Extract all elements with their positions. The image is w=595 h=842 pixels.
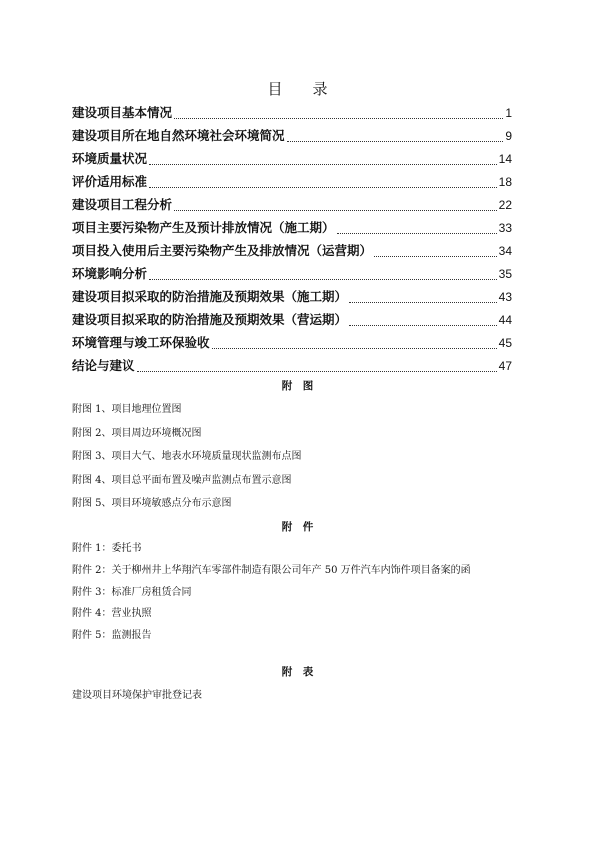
toc-entry-page: 44 (498, 313, 512, 327)
toc-entry[interactable] (72, 193, 512, 216)
toc-entry-label: 结论与建议 (72, 358, 135, 373)
attachment-prefix: 附件 2： (72, 564, 112, 576)
toc-leader-dots (137, 362, 497, 372)
toc-entry-page: 33 (498, 221, 512, 235)
figure-item[interactable]: 附图 3、项目大气、地表水环境质量现状监测布点图 (72, 451, 302, 462)
toc-entry-label: 建设项目拟采取的防治措施及预期效果（施工期） (72, 289, 348, 304)
toc-leader-dots (149, 178, 497, 188)
toc-entry-page: 14 (498, 152, 512, 166)
tables-heading: 附 表 (281, 666, 314, 678)
toc-entry-label: 环境质量状况 (72, 151, 148, 166)
attachment-text: 标准厂房租赁合同 (111, 586, 192, 598)
attachment-item[interactable] (72, 603, 532, 625)
toc-leader-dots (174, 109, 503, 119)
toc-leader-dots (337, 224, 497, 234)
page-title: 目 录 (267, 80, 328, 98)
attachment-prefix: 附件 1： (72, 543, 112, 554)
toc-leader-dots (174, 201, 497, 211)
toc-entry[interactable] (72, 216, 512, 239)
toc-entry-page: 47 (498, 359, 512, 373)
toc-leader-dots (349, 316, 497, 326)
toc-entry-page: 35 (498, 267, 512, 281)
figure-item[interactable]: 附图 5、项目环境敏感点分布示意图 (72, 498, 232, 509)
toc-entry-label: 环境管理与竣工环保验收 (72, 335, 210, 350)
toc-leader-dots (374, 247, 497, 257)
figures-list (72, 398, 532, 516)
toc-leader-dots (287, 132, 504, 142)
toc-leader-dots (149, 270, 497, 280)
toc-entry-page: 9 (505, 129, 512, 143)
attachments-list (72, 538, 532, 646)
toc-entry[interactable] (72, 239, 512, 262)
toc-entry[interactable] (72, 147, 512, 170)
toc-entry-page: 18 (498, 175, 512, 189)
attachment-item[interactable] (72, 538, 532, 560)
attachment-prefix: 附件 3： (72, 586, 112, 598)
toc-entry-label: 环境影响分析 (72, 266, 148, 281)
attachment-prefix: 附件 5： (72, 629, 112, 641)
toc-entry-label: 建设项目基本情况 (72, 105, 173, 120)
figures-heading: 附 图 (281, 380, 314, 392)
toc-entry-label: 项目主要污染物产生及预计排放情况（施工期） (72, 220, 335, 235)
toc-entry-page: 22 (498, 198, 512, 212)
toc-entry-page: 43 (498, 290, 512, 304)
toc-entry-label: 建设项目拟采取的防治措施及预期效果（营运期） (72, 312, 348, 327)
toc-entry-page: 1 (505, 106, 512, 120)
toc-entry[interactable] (72, 101, 512, 124)
attachment-item[interactable] (72, 625, 532, 647)
toc-entry-label: 建设项目工程分析 (72, 197, 173, 212)
toc-entry[interactable] (72, 308, 512, 331)
attachment-text: 关于柳州井上华翔汽车零部件制造有限公司年产 50 万件汽车内饰件项目备案的函 (111, 564, 471, 576)
toc-entry[interactable] (72, 354, 512, 377)
toc-entry[interactable] (72, 262, 512, 285)
toc-leader-dots (349, 293, 497, 303)
toc-entry-label: 项目投入使用后主要污染物产生及排放情况（运营期） (72, 243, 373, 258)
attachment-text: 监测报告 (111, 629, 152, 641)
toc-entry-label: 建设项目所在地自然环境社会环境简况 (72, 128, 285, 143)
toc-entry-label: 评价适用标准 (72, 174, 148, 189)
toc-entry[interactable] (72, 170, 512, 193)
attachment-item[interactable] (72, 560, 532, 582)
table-of-contents (72, 101, 512, 377)
toc-leader-dots (212, 339, 497, 349)
figure-item[interactable]: 附图 1、项目地理位置图 (72, 404, 182, 415)
toc-leader-dots (149, 155, 497, 165)
figure-item[interactable]: 附图 2、项目周边环境概况图 (72, 427, 202, 439)
toc-entry-page: 45 (498, 336, 512, 350)
table-item[interactable]: 建设项目环境保护审批登记表 (72, 690, 202, 701)
toc-entry[interactable] (72, 285, 512, 308)
attachment-item[interactable] (72, 582, 532, 604)
figure-item[interactable]: 附图 4、项目总平面布置及噪声监测点布置示意图 (72, 474, 292, 486)
toc-entry[interactable] (72, 331, 512, 354)
attachments-heading: 附 件 (281, 521, 314, 533)
attachment-text: 委托书 (111, 543, 142, 554)
attachment-text: 营业执照 (111, 608, 152, 619)
toc-entry-page: 34 (498, 244, 512, 258)
attachment-prefix: 附件 4： (72, 608, 112, 619)
toc-entry[interactable] (72, 124, 512, 147)
